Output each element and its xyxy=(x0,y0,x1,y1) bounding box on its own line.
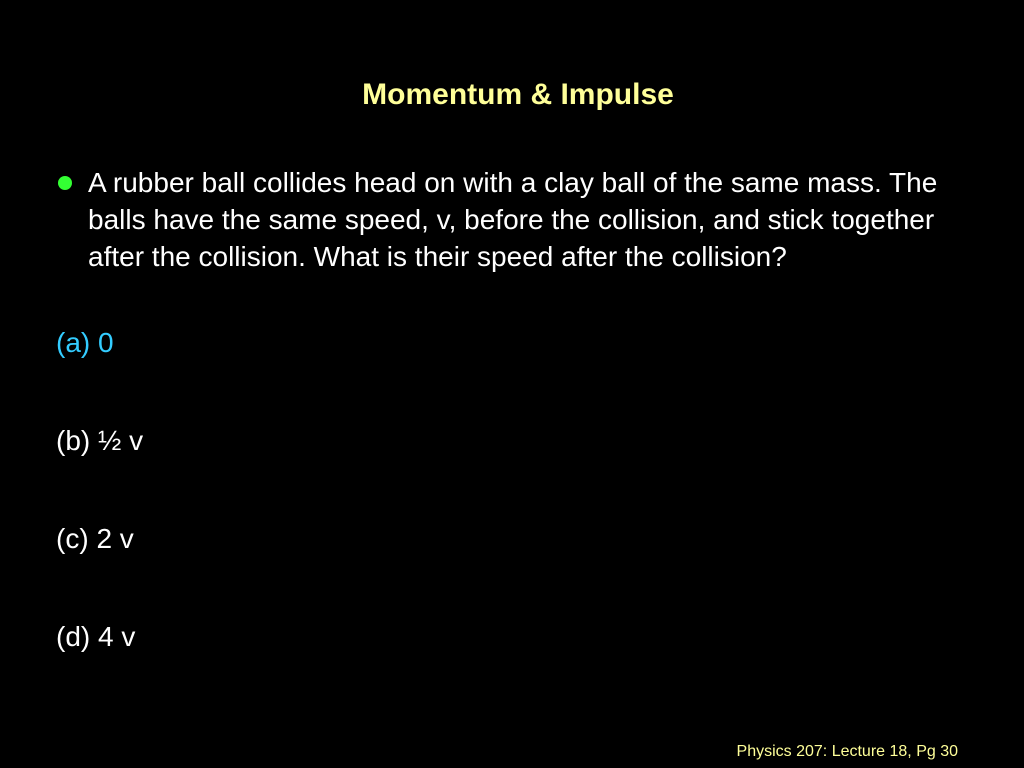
option-a-text: 0 xyxy=(98,327,114,358)
slide-footer: Physics 207: Lecture 18, Pg 30 xyxy=(736,743,958,760)
option-b xyxy=(56,424,143,458)
option-b-text: ½ v xyxy=(98,425,144,456)
option-c-text: 2 v xyxy=(96,523,134,554)
option-b-label: (b) xyxy=(56,425,91,456)
option-d-text: 4 v xyxy=(98,621,136,652)
question-text: A rubber ball collides head on with a clay ball of the same mass. The balls have the same speed, v, before the collision, and stick together after the collision. What is their speed after the collision? xyxy=(88,167,938,272)
slide-title: Momentum & Impulse xyxy=(362,78,674,111)
option-c xyxy=(56,522,134,556)
option-d-label: (d) xyxy=(56,621,91,652)
option-a-label: (a) xyxy=(56,327,91,358)
option-c-label: (c) xyxy=(56,523,89,554)
option-d xyxy=(56,620,135,654)
bullet-icon xyxy=(58,176,72,190)
option-a xyxy=(56,326,114,360)
